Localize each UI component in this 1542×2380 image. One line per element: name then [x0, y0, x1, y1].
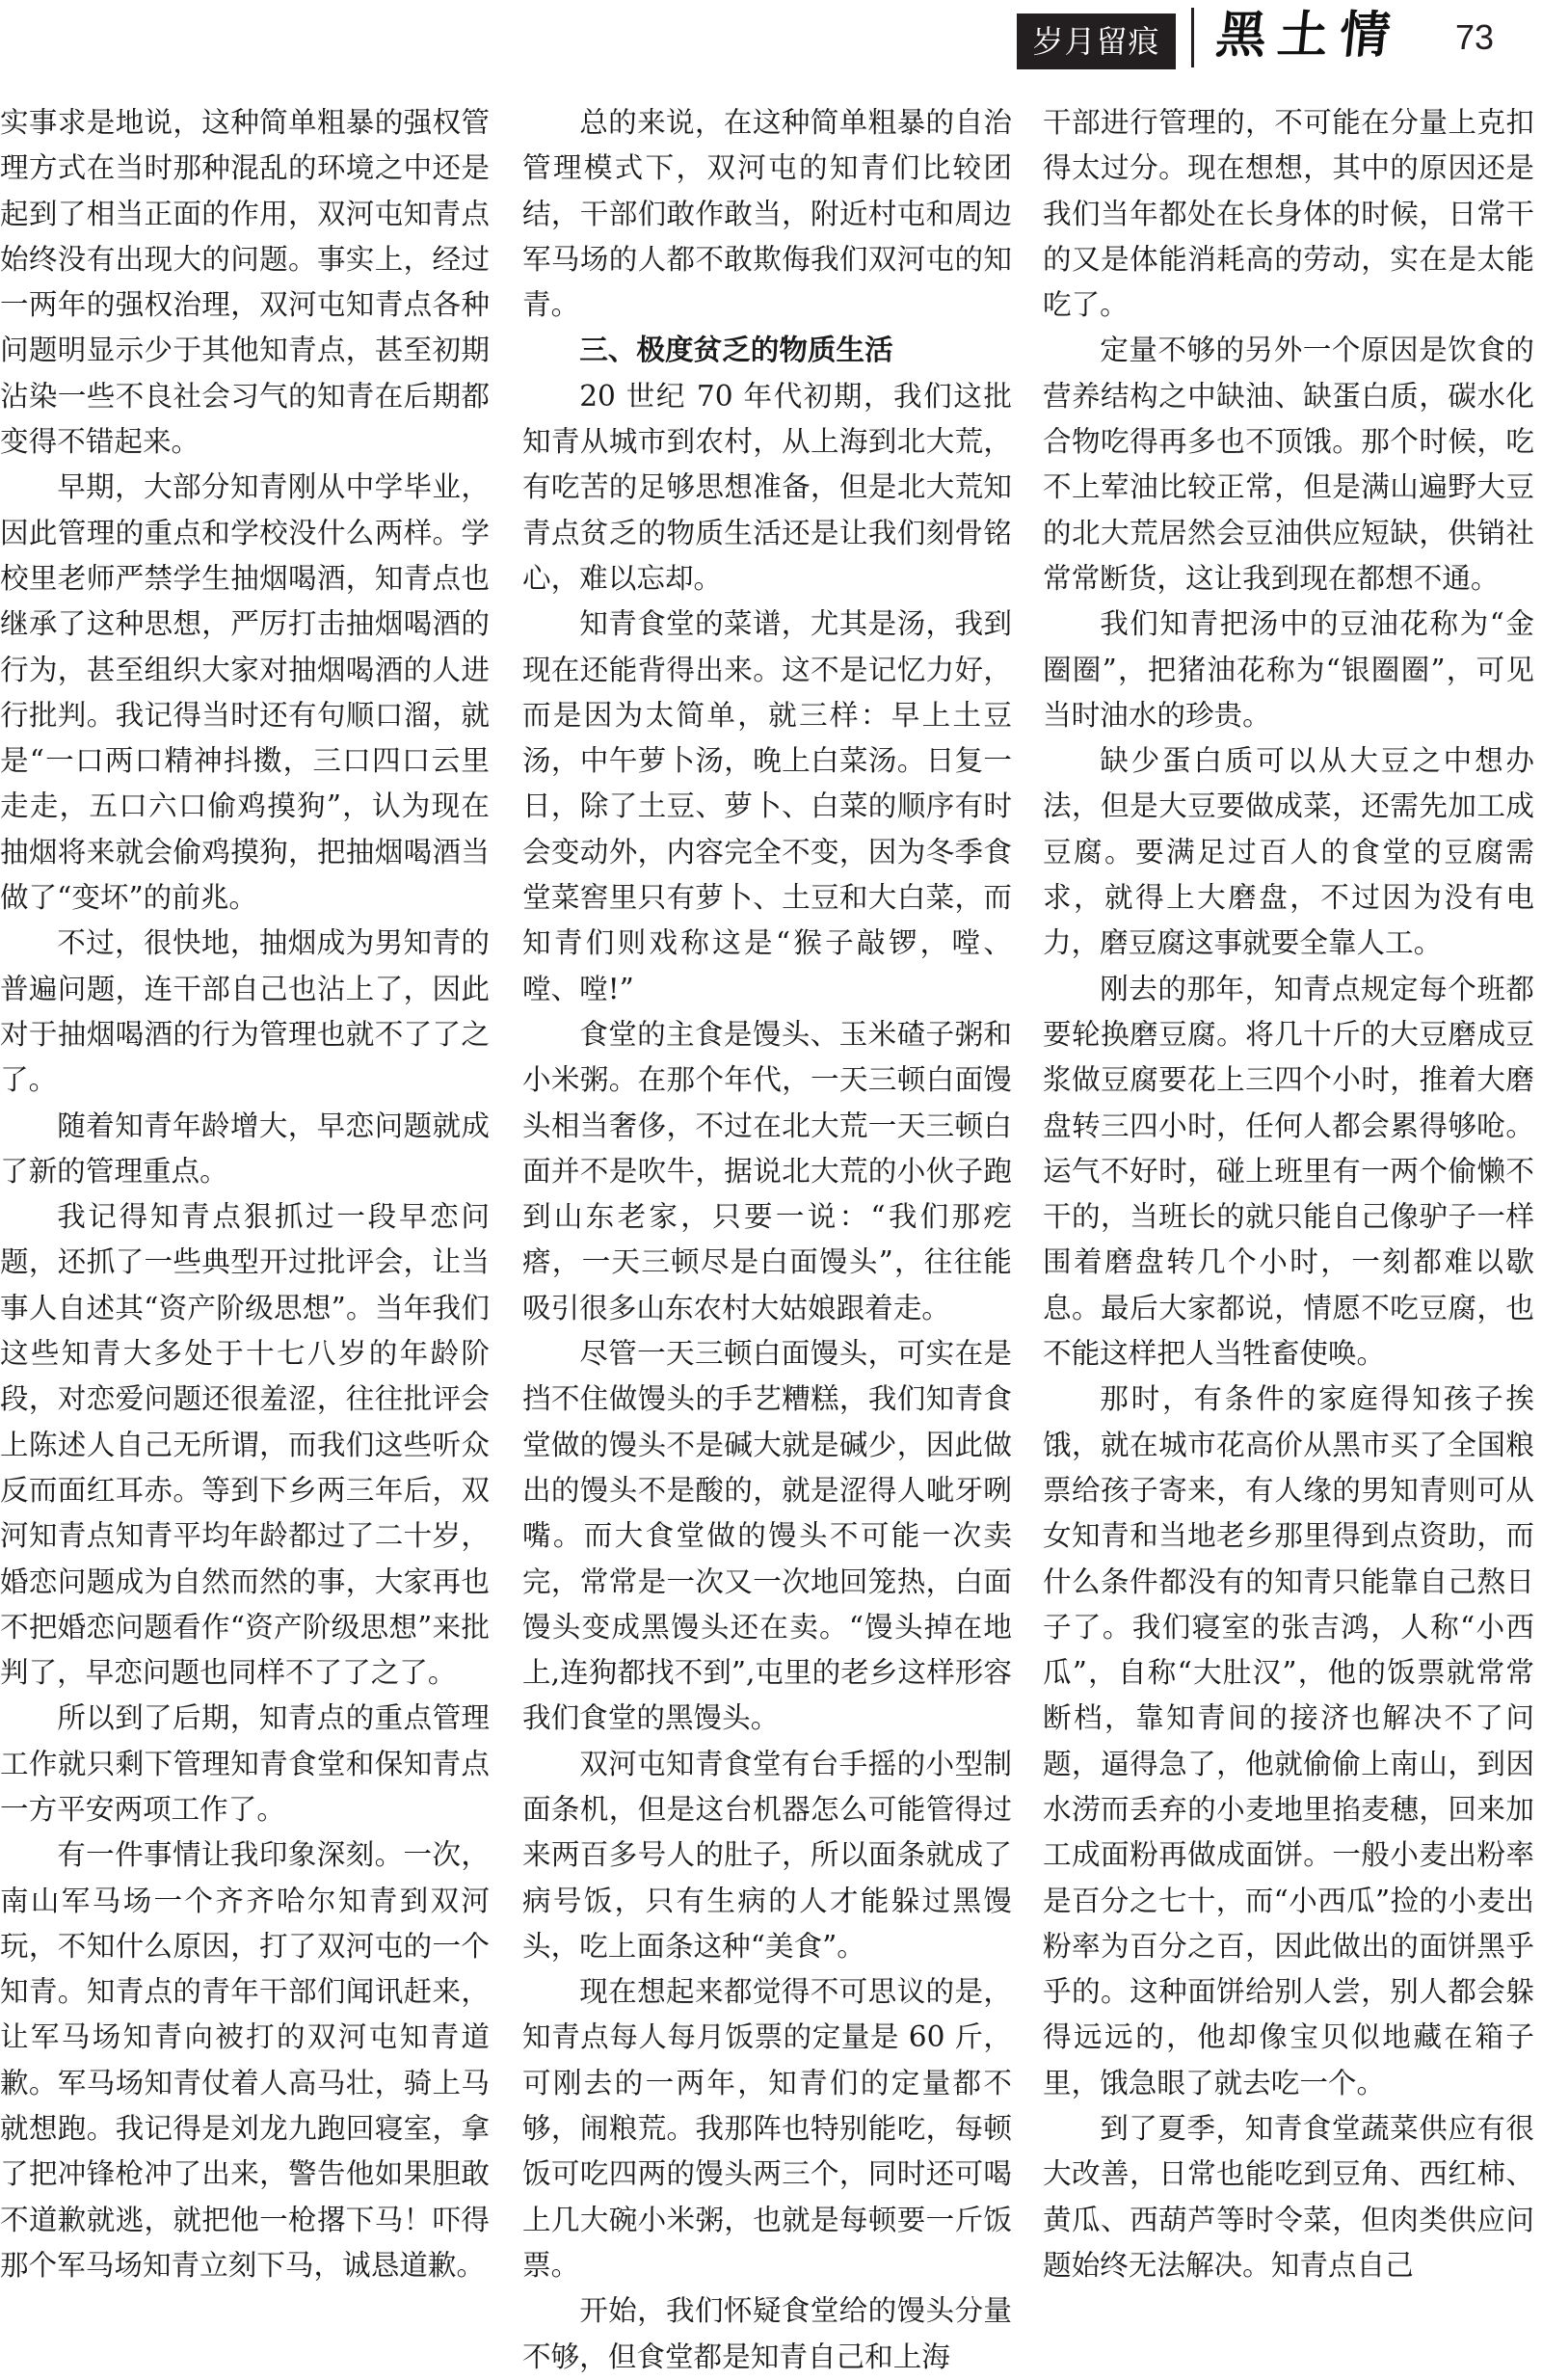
article-column-3	[1043, 100, 1534, 2282]
page-number: 73	[1455, 17, 1495, 57]
paragraph: 刚去的那年，知青点规定每个班都要轮换磨豆腐。将几十斤的大豆磨成豆浆做豆腐要花上三四个小时，推着大磨盘转三四小时，任何人都会累得够呛。运气不好时，碰上班里有一两个偷懒不干的，当班长的就只能自己像驴子一样围着磨盘转几个小时，一刻都难以歇息。最后大家都说，情愿不吃豆腐，也不能这样把人当牲畜使唤。	[1043, 972, 1534, 1371]
paragraph: 我们知青把汤中的豆油花称为“金圈圈”，把猪油花称为“银圈圈”，可见当时油水的珍贵。	[1043, 607, 1534, 732]
paragraph: 定量不够的另外一个原因是饮食的营养结构之中缺油、缺蛋白质，碳水化合物吃得再多也不顶饿。那个时候，吃不上荤油比较正常，但是满山遍野大豆的北大荒居然会豆油供应短缺，供销社常常断货，这让我到现在都想不通。	[1043, 334, 1534, 595]
paragraph: 不过，很快地，抽烟成为男知青的普遍问题，连干部自己也沾上了，因此对于抽烟喝酒的行为管理也就不了了之了。	[0, 926, 490, 1097]
paragraph: 开始，我们怀疑食堂给的馒头分量不够，但食堂都是知青自己和上海	[522, 2294, 1012, 2373]
paragraph: 总的来说，在这种简单粗暴的自治管理模式下，双河屯的知青们比较团结，干部们敢作敢当，附近村屯和周边军马场的人都不敢欺侮我们双河屯的知青。	[522, 106, 1012, 322]
paragraph: 知青食堂的菜谱，尤其是汤，我到现在还能背得出来。这不是记忆力好，而是因为太简单，就三样：早上土豆汤，中午萝卜汤，晚上白菜汤。日复一日，除了土豆、萝卜、白菜的顺序有时会变动外，内容完全不变，因为冬季食堂菜窖里只有萝卜、土豆和大白菜，而知青们则戏称这是“猴子敲锣，嘡、嘡、嘡!”	[522, 607, 1012, 1005]
article-column-2	[522, 100, 1012, 2373]
paragraph: 随着知青年龄增大，早恋问题就成了新的管理重点。	[0, 1109, 490, 1188]
paragraph: 尽管一天三顿白面馒头，可实在是挡不住做馒头的手艺糟糕，我们知青食堂做的馒头不是碱大就是碱少，因此做出的馒头不是酸的，就是涩得人呲牙咧嘴。而大食堂做的馒头不可能一次卖完，常常是一次又一次地回笼热，白面馒头变成黑馒头还在卖。“馒头掉在地上,连狗都找不到”,屯里的老乡这样形容我们食堂的黑馒头。	[522, 1337, 1012, 1735]
header-divider	[1191, 8, 1194, 67]
paragraph: 20 世纪 70 年代初期，我们这批知青从城市到农村，从上海到北大荒，有吃苦的足够思想准备，但是北大荒知青点贫乏的物质生活还是让我们刻骨铭心，难以忘却。	[522, 379, 1012, 595]
paragraph: 食堂的主食是馒头、玉米碴子粥和小米粥。在那个年代，一天三顿白面馒头相当奢侈，不过在北大荒一天三顿白面并不是吹牛，据说北大荒的小伙子跑到山东老家，只要一说：“我们那疙瘩，一天三顿尽是白面馒头”，往往能吸引很多山东农村大姑娘跟着走。	[522, 1017, 1012, 1324]
paragraph: 到了夏季，知青食堂蔬菜供应有很大改善，日常也能吃到豆角、西红柿、黄瓜、西葫芦等时令菜，但肉类供应问题始终无法解决。知青点自己	[1043, 2112, 1534, 2282]
paragraph: 所以到了后期，知青点的重点管理工作就只剩下管理知青食堂和保知青点一方平安两项工作了。	[0, 1701, 490, 1826]
paragraph: 实事求是地说，这种简单粗暴的强权管理方式在当时那种混乱的环境之中还是起到了相当正面的作用，双河屯知青点始终没有出现大的问题。事实上，经过一两年的强权治理，双河屯知青点各种问题明显示少于其他知青点，甚至初期沾染一些不良社会习气的知青在后期都变得不错起来。	[0, 106, 490, 459]
section-heading: 三、极度贫乏的物质生活	[579, 334, 893, 367]
section-tag: 岁月留痕	[1017, 13, 1176, 69]
article-column-1	[0, 100, 490, 2282]
paragraph: 缺少蛋白质可以从大豆之中想办法，但是大豆要做成菜，还需先加工成豆腐。要满足过百人的食堂的豆腐需求，就得上大磨盘，不过因为没有电力，磨豆腐这事就要全靠人工。	[1043, 744, 1534, 960]
paragraph: 我记得知青点狠抓过一段早恋问题，还抓了一些典型开过批评会，让当事人自述其“资产阶级思想”。当年我们这些知青大多处于十七八岁的年龄阶段，对恋爱问题还很羞涩，往往批评会上陈述人自己无所谓，而我们这些听众反而面红耳赤。等到下乡两三年后，双河知青点知青平均年龄都过了二十岁，婚恋问题成为自然而然的事，大家再也不把婚恋问题看作“资产阶级思想”来批判了，早恋问题也同样不了了之了。	[0, 1200, 490, 1690]
paragraph: 双河屯知青食堂有台手摇的小型制面条机，但是这台机器怎么可能管得过来两百多号人的肚子，所以面条就成了病号饭，只有生病的人才能躲过黑馒头，吃上面条这种“美食”。	[522, 1747, 1012, 1963]
paragraph: 干部进行管理的，不可能在分量上克扣得太过分。现在想想，其中的原因还是我们当年都处在长身体的时候，日常干的又是体能消耗高的劳动，实在是太能吃了。	[1043, 106, 1534, 322]
paragraph: 那时，有条件的家庭得知孩子挨饿，就在城市花高价从黑市买了全国粮票给孩子寄来，有人缘的男知青则可从女知青和当地老乡那里得到点资助，而什么条件都没有的知青只能靠自己熬日子了。我们寝室的张吉鸿，人称“小西瓜”，自称“大肚汉”，他的饭票就常常断档，靠知青间的接济也解决不了问题，逼得急了，他就偷偷上南山，到因水涝而丢弃的小麦地里掐麦穗，回来加工成面粉再做成面饼。一般小麦出粉率是百分之七十，而“小西瓜”捡的小麦出粉率为百分之百，因此做出的面饼黑乎乎的。这种面饼给别人尝，别人都会躲得远远的，他却像宝贝似地藏在箱子里，饿急眼了就去吃一个。	[1043, 1382, 1534, 2099]
magazine-logo: 黑土情	[1212, 6, 1405, 65]
paragraph: 早期，大部分知青刚从中学毕业，因此管理的重点和学校没什么两样。学校里老师严禁学生抽烟喝酒，知青点也继承了这种思想，严厉打击抽烟喝酒的行为，甚至组织大家对抽烟喝酒的人进行批判。我记得当时还有句顺口溜，就是“一口两口精神抖擞，三口四口云里走走，五口六口偷鸡摸狗”，认为现在抽烟将来就会偷鸡摸狗，把抽烟喝酒当做了“变坏”的前兆。	[0, 470, 490, 915]
paragraph: 现在想起来都觉得不可思议的是，知青点每人每月饭票的定量是 60 斤，可刚去的一两年，知青们的定量都不够，闹粮荒。我那阵也特别能吃，每顿饭可吃四两的馒头两三个，同时还可喝上几大碗小米粥，也就是每顿要一斤饭票。	[522, 1975, 1012, 2282]
paragraph: 有一件事情让我印象深刻。一次，南山军马场一个齐齐哈尔知青到双河玩，不知什么原因，打了双河屯的一个知青。知青点的青年干部们闻讯赶来，让军马场知青向被打的双河屯知青道歉。军马场知青仗着人高马壮，骑上马就想跑。我记得是刘龙九跑回寝室，拿了把冲锋枪冲了出来，警告他如果胆敢不道歉就逃，就把他一枪撂下马！吓得那个军马场知青立刻下马，诚恳道歉。	[0, 1838, 490, 2282]
